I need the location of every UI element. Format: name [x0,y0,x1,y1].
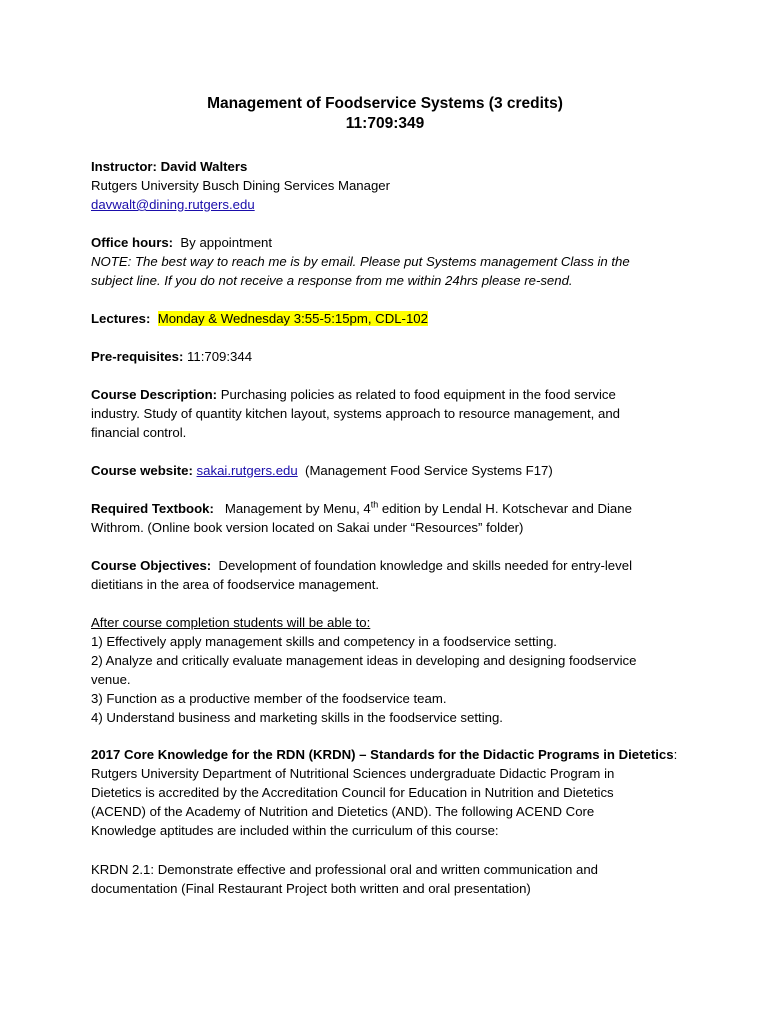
outcome-item: 1) Effectively apply management skills and competency in a foodservice setting. [91,634,557,649]
objectives-line2: dietitians in the area of foodservice management. [91,577,380,592]
krdn-item-line2: documentation (Final Restaurant Project both written and oral presentation) [91,881,531,896]
course-number: 11:709:349 [345,115,425,132]
office-hours-note-line2: subject line. If you do not receive a response from me within 24hrs please re-send. [91,273,573,288]
instructor-label: Instructor: David Walters [91,159,248,174]
website-label: Course website: [91,463,193,478]
objectives-section [91,556,681,594]
office-hours-note-line1: NOTE: The best way to reach me is by email. Please put Systems management Class in the [91,254,630,269]
instructor-section [91,157,681,214]
instructor-email-link[interactable]: davwalt@dining.rutgers.edu [91,197,255,212]
instructor-role: Rutgers University Busch Dining Services Manager [91,178,391,193]
outcome-item: 2) Analyze and critically evaluate management ideas in developing and designing foodservice [91,653,637,668]
outcomes-section [91,613,681,727]
description-line1: Purchasing policies as related to food equipment in the food service [220,387,616,402]
outcomes-heading: After course completion students will be able to: [91,615,371,630]
course-title-block [0,94,770,134]
objectives-label: Course Objectives: [91,558,212,573]
office-hours-value: By appointment [180,235,273,250]
krdn-heading-colon: : [673,747,678,762]
office-hours-label: Office hours: [91,235,174,250]
description-line2: industry. Study of quantity kitchen layout, systems approach to resource management, and [91,406,621,421]
description-label: Course Description: [91,387,218,402]
prereq-label: Pre-requisites: [91,349,184,364]
website-suffix: (Management Food Service Systems F17) [305,463,553,478]
textbook-edition-sup: th [370,499,379,510]
krdn-text-line: (ACEND) of the Academy of Nutrition and Dietetics (AND). The following ACEND Core [91,804,595,819]
textbook-label: Required Textbook: [91,501,214,516]
krdn-text-line: Rutgers University Department of Nutritional Sciences undergraduate Didactic Program in [91,766,615,781]
description-section [91,385,681,442]
outcome-item: venue. [91,672,131,687]
textbook-section [91,499,681,537]
objectives-line1: Development of foundation knowledge and skills needed for entry-level [218,558,632,573]
krdn-item-section [91,860,681,898]
website-section [91,461,681,480]
lectures-section [91,309,681,328]
lectures-label: Lectures: [91,311,151,326]
krdn-text-line: Dietetics is accredited by the Accreditation Council for Education in Nutrition and Dietetics [91,785,614,800]
textbook-line2: Withrom. (Online book version located on Sakai under “Resources” folder) [91,520,524,535]
outcome-item: 4) Understand business and marketing skills in the foodservice setting. [91,710,503,725]
course-title: Management of Foodservice Systems (3 credits) [207,95,563,112]
description-line3: financial control. [91,425,187,440]
krdn-section [91,745,681,840]
textbook-title: Management by Menu, 4 [224,501,371,516]
krdn-item-line1: KRDN 2.1: Demonstrate effective and professional oral and written communication and [91,862,599,877]
office-hours-section [91,233,681,290]
prereq-value: 11:709:344 [187,349,253,364]
prereq-section [91,347,681,366]
krdn-text-line: Knowledge aptitudes are included within the curriculum of this course: [91,823,499,838]
outcome-item: 3) Function as a productive member of the foodservice team. [91,691,447,706]
website-link[interactable]: sakai.rutgers.edu [196,463,298,478]
krdn-heading: 2017 Core Knowledge for the RDN (KRDN) – Standards for the Didactic Programs in Dietetics [91,747,674,762]
textbook-authors: edition by Lendal H. Kotschevar and Diane [378,501,632,516]
lectures-value: Monday & Wednesday 3:55-5:15pm, CDL-102 [157,311,428,326]
